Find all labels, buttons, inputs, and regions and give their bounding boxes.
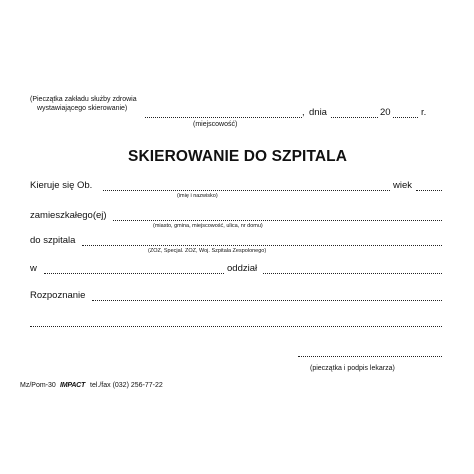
date-label: dnia	[309, 107, 327, 118]
patient-name-input-line[interactable]	[103, 190, 390, 191]
age-label: wiek	[393, 180, 413, 191]
place-caption: (miejscowość)	[193, 121, 238, 128]
stamp-label-line2: wystawiającego skierowanie)	[37, 105, 128, 112]
ward-location-input-line[interactable]	[44, 273, 224, 274]
address-label: zamieszkałego(ej)	[30, 210, 107, 221]
year-input-line[interactable]	[393, 117, 418, 118]
hospital-input-line[interactable]	[82, 245, 442, 246]
patient-caption: (imię i nazwisko)	[177, 193, 218, 199]
year-prefix: 20	[380, 107, 391, 118]
brand-logo: IMPACT	[60, 382, 86, 389]
diagnosis-label: Rozpoznanie	[30, 290, 86, 301]
hospital-label: do szpitala	[30, 235, 76, 246]
address-input-line[interactable]	[113, 220, 442, 221]
date-input-line[interactable]	[331, 117, 378, 118]
hospital-caption: (ZOZ, Specjal. ZOZ, Woj. Szpitala Zespolonego)	[148, 248, 267, 254]
document-title: SKIEROWANIE DO SZPITALA	[128, 148, 348, 165]
signature-caption: (pieczątka i podpis lekarza)	[310, 365, 395, 372]
stamp-label-line1: (Pieczątka zakładu służby zdrowia	[30, 96, 137, 103]
patient-label: Kieruje się Ob.	[30, 180, 93, 191]
age-input-line[interactable]	[416, 190, 442, 191]
ward-input-line[interactable]	[263, 273, 442, 274]
ward-prefix: w	[30, 263, 37, 274]
year-suffix: r.	[421, 107, 427, 118]
signature-line[interactable]	[298, 356, 442, 357]
ward-label: oddział	[227, 263, 258, 274]
place-input-line[interactable]	[145, 117, 302, 118]
contact-phone: tel./fax (032) 256-77-22	[90, 382, 163, 389]
address-caption: (miasto, gmina, miejscowość, ulica, nr domu)	[153, 223, 263, 229]
diagnosis-input-line-2[interactable]	[30, 326, 442, 327]
form-code: Mz/Pom-30	[20, 382, 56, 389]
date-comma: ,	[302, 107, 305, 118]
diagnosis-input-line-1[interactable]	[92, 300, 442, 301]
